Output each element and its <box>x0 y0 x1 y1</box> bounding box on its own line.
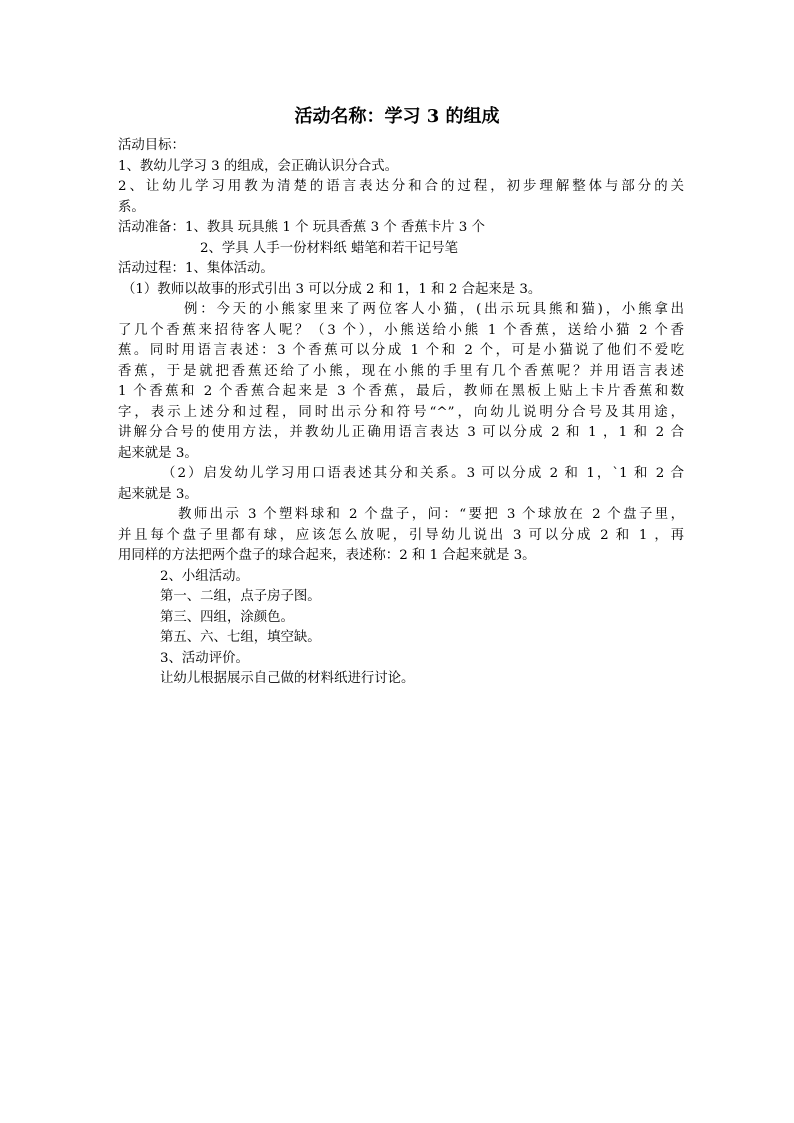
evaluation-heading: 3、活动评价。 <box>160 650 249 666</box>
process-heading: 活动过程：1、集体活动。 <box>118 261 274 276</box>
evaluation-text: 让幼儿根据展示自己做的材料纸进行讨论。 <box>160 671 415 686</box>
prep-line-1: 活动准备：1、教具 玩具熊 1 个 玩具香蕉 3 个 香蕉卡片 3 个 <box>118 220 485 235</box>
prep-line-2: 2、学具 人手一份材料纸 蜡笔和若干记号笔 <box>200 240 459 256</box>
goal-2-cont: 系。 <box>118 199 145 215</box>
example-line-5: 1 个香蕉和 2 个香蕉合起来是 3 个香蕉，最后，教师在黑板上贴上卡片香蕉和数 <box>118 384 684 399</box>
group-3-4: 第三、四组，涂颜色。 <box>160 609 294 625</box>
process-step-2-cont: 起来就是 3。 <box>118 486 198 502</box>
process-step-1: （1）教师以故事的形式引出 3 可以分成 2 和 1，1 和 2 合起来是 3。 <box>122 281 542 297</box>
goals-heading: 活动目标： <box>118 138 185 153</box>
group-1-2: 第一、二组，点子房子图。 <box>160 589 321 604</box>
example-line-7: 讲解分合号的使用方法，并教幼儿正确用语言表达 3 可以分成 2 和 1 ，1 和 2 合 <box>118 425 684 440</box>
example-line-4: 香蕉，于是就把香蕉还给了小熊，现在小熊的手里有几个香蕉呢？并用语言表述 <box>118 363 684 379</box>
example-line-2: 了几个香蕉来招待客人呢？（3 个），小熊送给小熊 1 个香蕉，送给小猫 2 个香 <box>118 322 684 338</box>
example-line-1: 例：今天的小熊家里来了两位客人小猫，(出示玩具熊和猫)，小熊拿出 <box>184 302 684 317</box>
group-activity-heading: 2、小组活动。 <box>160 568 249 584</box>
goal-1: 1、教幼儿学习 3 的组成，会正确认识分合式。 <box>118 158 398 174</box>
group-5-7: 第五、六、七组，填空缺。 <box>160 630 321 645</box>
demo-line-1: 教师出示 3 个塑料球和 2 个盘子，问：“要把 3 个球放在 2 个盘子里， <box>178 507 684 522</box>
process-step-2: （2）启发幼儿学习用口语表述其分和关系。3 可以分成 2 和 1，`1 和 2 合 <box>162 466 684 481</box>
document-body <box>118 136 684 690</box>
demo-line-3: 用同样的方法把两个盘子的球合起来，表述称：2 和 1 合起来就是 3。 <box>118 548 536 563</box>
example-line-3: 蕉。同时用语言表述：3 个香蕉可以分成 1 个和 2 个，可是小猫说了他们不爱吃 <box>118 343 684 358</box>
demo-line-2: 并且每个盘子里都有球，应该怎么放呢，引导幼儿说出 3 可以分成 2 和 1 ，再 <box>118 527 684 543</box>
example-line-8: 起来就是 3。 <box>118 445 198 461</box>
example-line-6: 字，表示上述分和过程，同时出示分和符号“^”，向幼儿说明分合号及其用途， <box>118 404 684 420</box>
document-title: 活动名称：学习 3 的组成 <box>294 106 500 127</box>
goal-2: 2、让幼儿学习用教为清楚的语言表达分和合的过程，初步理解整体与部分的关 <box>118 179 684 194</box>
